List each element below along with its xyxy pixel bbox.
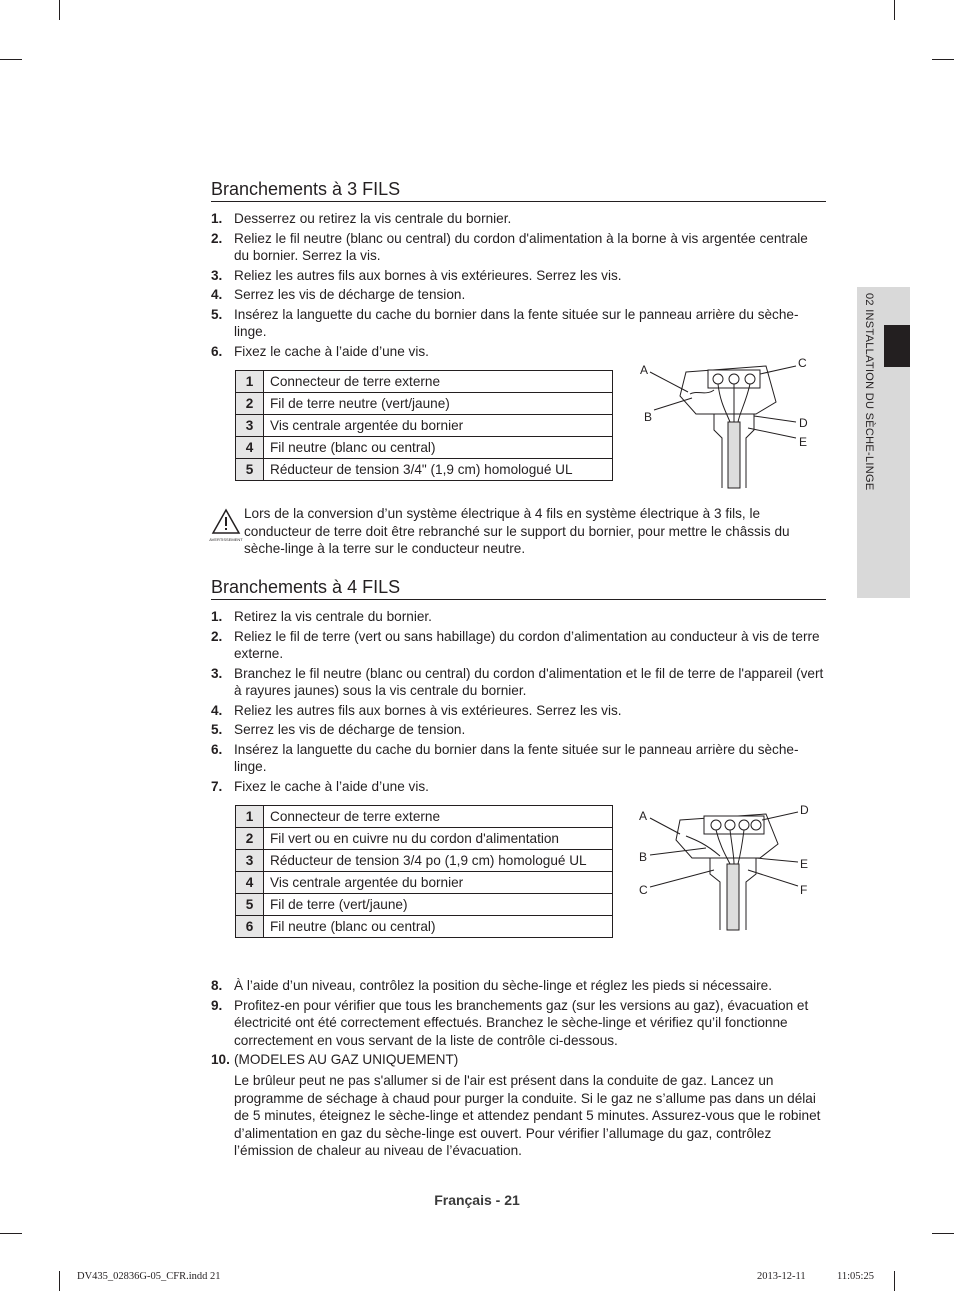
list-item: 5. Serrez les vis de décharge de tension. [211,722,466,737]
terminal-screw [729,374,739,384]
crop-mark [894,0,895,20]
list-item: 2. Reliez le fil de terre (vert ou sans habillage) du cordon d’alimentation au conducteur à vis de terre externe. [211,628,820,661]
callout-line [748,428,796,438]
section-title-4-fils: Branchements à 4 FILS [211,576,826,600]
terminal-screw [751,820,761,830]
callout-line [756,858,798,862]
wires [686,830,744,864]
parts-table-4-fils [235,805,613,938]
table-row: 6 Fil neutre (blanc ou central) [236,916,613,938]
crop-mark [59,0,60,20]
wires [718,384,750,422]
figure-label-b: B [639,850,648,864]
crop-mark [59,1271,60,1291]
gas-paragraph: Le brûleur peut ne pas s'allumer si de l'air est présent dans la conduite de gaz. Lancez un programme de séchage à chaud pour purger la conduite. Si le gaz ne s’allume pas dans un délai de 5 minutes, éteignez le sèche-linge et attendez pendant 5 minutes. Assurez-vous que le robinet d’alimentation en gaz du sèche-linge est ouvert. Pour vérifier l’allumage du gaz, contrôlez l’émission de chaleur au niveau de l’évacuation. [234,1073,821,1158]
table-row: 5 Réducteur de tension 3/4" (1,9 cm) homologué UL [236,459,613,481]
list-item: 1. Retirez la vis centrale du bornier. [211,609,432,624]
figure-label-f: F [800,883,808,897]
callout-line [754,416,796,422]
list-item: 6. Fixez le cache à l’aide d’une vis. [211,343,429,359]
callout-line [760,366,796,374]
power-cord [727,864,739,930]
list-item: 3. Branchez le fil neutre (blanc ou central) du cordon d'alimentation et le fil de terre de l'appareil (vert à rayures jaunes) sous la vis centrale du bornier. [211,665,824,698]
figure-label-d: D [799,416,808,430]
crop-mark [932,59,954,60]
steps-final [211,977,826,1071]
list-item: 3. Reliez les autres fils aux bornes à vis extérieures. Serrez les vis. [211,267,622,283]
figure-label-a: A [640,363,649,377]
crop-mark [932,1233,954,1234]
list-item: 5. Insérez la languette du cache du bornier dans la fente située sur le panneau arrière du sèche-linge. [211,306,799,339]
figure-label-e: E [800,857,809,871]
callout-line [762,812,798,820]
page-number: Français - 21 [434,1192,520,1208]
chapter-marker [884,325,910,367]
table-row: 4 Fil neutre (blanc ou central) [236,437,613,459]
list-item: 2. Reliez le fil neutre (blanc ou central) du cordon d'alimentation à la borne à vis argentée centrale du bornier. Serrez la vis. [211,230,808,263]
list-item: 8. À l’aide d’un niveau, contrôlez la position du sèche-linge et réglez les pieds si nécessaire. [211,978,773,993]
table-row: 3 Vis centrale argentée du bornier [236,415,613,437]
chapter-side-tab [857,287,910,598]
callout-line [748,870,798,886]
figure-label-c: C [798,356,807,370]
list-item: 6. Insérez la languette du cache du bornier dans la fente située sur le panneau arrière du sèche-linge. [211,741,799,774]
crop-mark [894,1271,895,1291]
file-slug: DV435_02836G-05_CFR.indd 21 [77,1271,221,1282]
chapter-label: 02 INSTALLATION DU SÈCHE-LINGE [863,293,875,491]
terminal-screw [739,820,749,830]
terminal-screw [745,374,755,384]
figure-label-a: A [639,809,648,823]
table-row: 1 Connecteur de terre externe [236,371,613,393]
callout-line [650,372,688,392]
callout-line [650,818,680,834]
table-row: 3 Réducteur de tension 3/4 po (1,9 cm) homologué UL [236,850,613,872]
crop-mark [0,1233,22,1234]
table-row: 1 Connecteur de terre externe [236,806,613,828]
terminal-screw [711,820,721,830]
power-cord [728,422,740,488]
crop-mark [0,59,22,60]
list-item: 1. Desserrez ou retirez la vis centrale du bornier. [211,211,512,226]
figure-label-b: B [644,410,653,424]
callout-line [650,870,714,887]
warning-text: Lors de la conversion d’un système électrique à 4 fils en système électrique à 3 fils, le conducteur de terre doit être rebranché sur le support du bornier, pour mettre le châssis du sèche-linge à la terre sur le conducteur neutre. [244,506,790,556]
table-row: 5 Fil de terre (vert/jaune) [236,894,613,916]
terminal-screw [713,374,723,384]
terminal-screw [725,820,735,830]
print-date: 2013-12-11 [757,1271,806,1282]
callout-line [654,398,692,410]
steps-4-fils [211,608,826,797]
wiring-diagram-3-fils [636,352,816,492]
callout-line [650,848,706,855]
list-item: 10. (MODELES AU GAZ UNIQUEMENT) [211,1052,459,1067]
warning-caption: AVERTISSEMENT [209,537,243,542]
ground-wire [690,390,714,394]
figure-label-d: D [800,803,809,817]
print-time: 11:05:25 [837,1271,874,1282]
table-row: 4 Vis centrale argentée du bornier [236,872,613,894]
parts-table-3-fils [235,370,613,481]
figure-label-c: C [639,883,648,897]
list-item: 7. Fixez le cache à l’aide d’une vis. [211,778,429,794]
figure-label-e: E [799,435,808,449]
wiring-diagram-4-fils [636,800,816,936]
table-row: 2 Fil vert ou en cuivre nu du cordon d'alimentation [236,828,613,850]
table-row: 2 Fil de terre neutre (vert/jaune) [236,393,613,415]
section-title-3-fils: Branchements à 3 FILS [211,178,826,202]
list-item: 4. Serrez les vis de décharge de tension. [211,287,466,302]
warning-icon [211,508,241,544]
steps-3-fils [211,210,826,362]
list-item: 4. Reliez les autres fils aux bornes à vis extérieures. Serrez les vis. [211,702,622,718]
list-item: 9. Profitez-en pour vérifier que tous les branchements gaz (sur les versions au gaz), évacuation et électricité ont été correctement effectués. Branchez le sèche-linge et vérifiez qu’il fonctionne correctement en vous servant de la liste de contrôle ci-dessous. [211,997,809,1048]
